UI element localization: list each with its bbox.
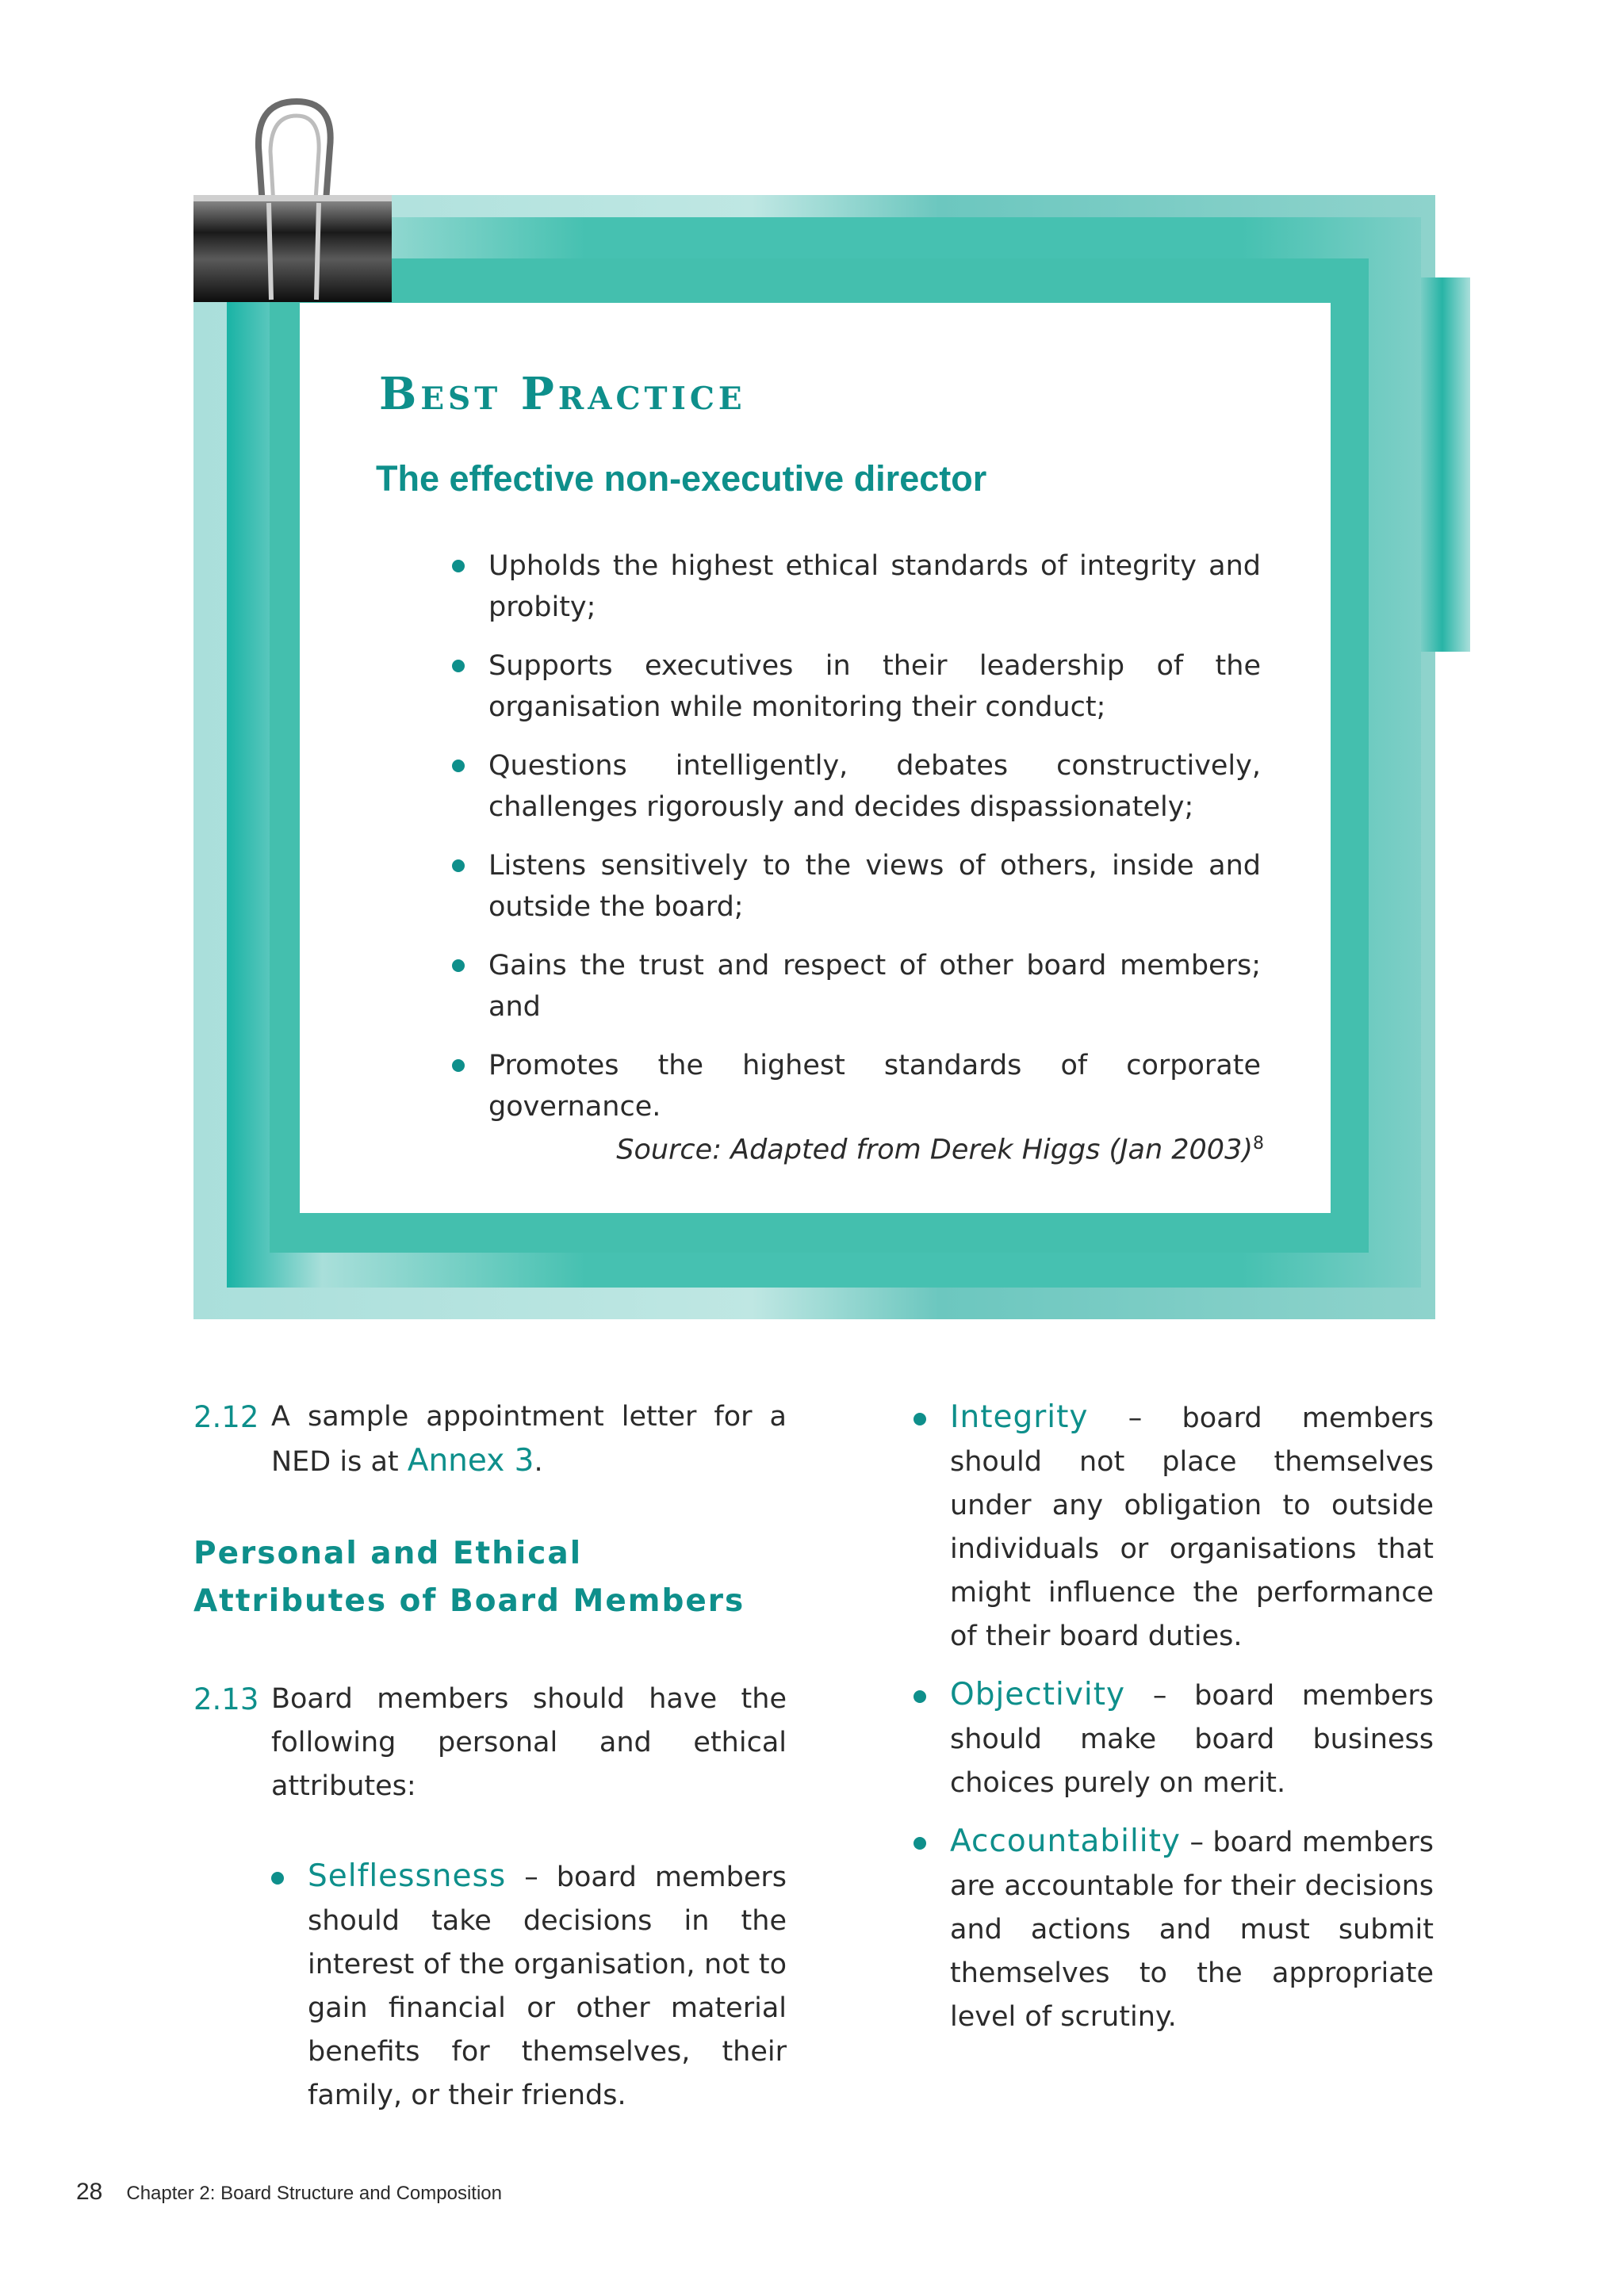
attributes-list-right [914, 1395, 1434, 2039]
list-item: Promotes the highest standards of corporate governance. [452, 1045, 1261, 1127]
best-practice-label: Best Practice [379, 368, 746, 420]
bullet-icon [452, 859, 465, 872]
bullet-icon [452, 660, 465, 672]
bullet-icon [452, 560, 465, 572]
paragraph-2-13: 2.13 Board members should have the following personal and ethical attributes: [193, 1678, 787, 1808]
paragraph-2-12: 2.12 A sample appointment letter for a NED is at Annex 3. [193, 1395, 787, 1484]
attribute-objectivity: Objectivity – board members should make board business choices purely on merit. [914, 1673, 1434, 1805]
footnote-ref: 8 [1253, 1134, 1264, 1154]
best-practice-source: Source: Adapted from Derek Higgs (Jan 2003)$^8$ [616, 1134, 1264, 1166]
paragraph-number: 2.12 [193, 1400, 259, 1434]
page-number: 28 [76, 2179, 103, 2205]
best-practice-title: The effective non-executive director [376, 458, 987, 499]
paragraph-number: 2.13 [193, 1682, 259, 1716]
right-column [914, 1395, 1434, 2053]
binder-clip-icon [193, 92, 392, 306]
bullet-icon [452, 959, 465, 972]
list-item: Gains the trust and respect of other board members; and [452, 945, 1261, 1027]
list-item: Questions intelligently, debates constructively, challenges rigorously and decides dispassionately; [452, 745, 1261, 828]
bullet-icon [271, 1872, 284, 1885]
best-practice-frame-tab [1419, 277, 1470, 652]
list-item: Supports executives in their leadership of the organisation while monitoring their conduct; [452, 645, 1261, 728]
section-heading: Personal and Ethical Attributes of Board Members [193, 1536, 745, 1619]
page-footer [76, 2179, 502, 2206]
chapter-title: Chapter 2: Board Structure and Composition [126, 2183, 502, 2204]
bullet-icon [452, 1059, 465, 1072]
bullet-icon [914, 1837, 926, 1850]
left-column [193, 1395, 787, 2132]
attribute-selflessness: Selflessness – board members should take decisions in the interest of the organisation, not to gain financial or other material benefits for themselves, their family, or their friends. [271, 1854, 787, 2118]
bullet-icon [452, 760, 465, 772]
attributes-list-left [271, 1854, 787, 2118]
attribute-integrity: Integrity – board members should not place themselves under any obligation to outside individuals or organisations that might influence the performance of their board duties. [914, 1395, 1434, 1659]
attribute-accountability: Accountability – board members are accountable for their decisions and actions and must submit themselves to the appropriate level of scrutiny. [914, 1820, 1434, 2039]
annex-3-link[interactable]: Annex 3 [407, 1443, 534, 1479]
best-practice-list [452, 545, 1261, 1145]
list-item: Upholds the highest ethical standards of integrity and probity; [452, 545, 1261, 628]
list-item: Listens sensitively to the views of others, inside and outside the board; [452, 845, 1261, 928]
bullet-icon [914, 1413, 926, 1425]
bullet-icon [914, 1690, 926, 1703]
